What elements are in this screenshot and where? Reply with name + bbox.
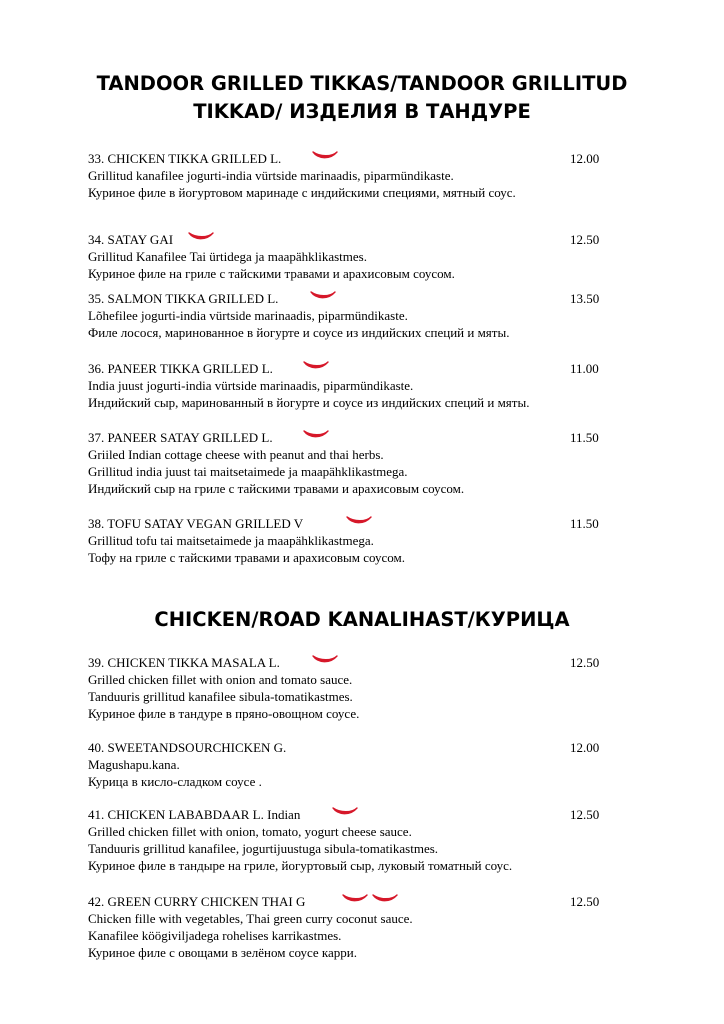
chili-pepper-icon [332,806,358,818]
menu-item-description: Chicken fille with vegetables, Thai green curry coconut sauce. [88,911,413,926]
menu-item-description: Тофу на гриле с тайскими травами и арахисовым соусом. [88,550,406,565]
chili-rating [303,360,329,377]
menu-item-description: Grilled chicken fillet with onion, tomato, yogurt cheese sauce. [88,824,412,839]
menu-item-title-line [88,429,628,446]
menu-item-description: Куриное филе в йогуртовом маринаде с индийскими специями, мятный соус. [88,185,516,200]
chili-pepper-icon [303,429,329,441]
menu-item-description: Grillitud kanafilee jogurti-india vürtside marinaadis, piparmündikaste. [88,168,454,183]
menu-item-title-line [88,231,628,248]
chili-rating [310,290,336,307]
menu-item-description: Grillitud Kanafilee Tai ürtidega ja maapähklikastmes. [88,249,367,264]
chili-rating [312,150,338,167]
menu-item-description: Tanduuris grillitud kanafilee sibula-tomatikastmes. [88,689,353,704]
menu-item-title-line [88,360,628,377]
menu-item-description: Куриное филе на гриле с тайскими травами и арахисовым соусом. [88,266,455,281]
menu-item-description: Lõhefilee jogurti-india vürtside marinaadis, piparmündikaste. [88,308,408,323]
menu-item-description: Куриное филе в тандыре на гриле, йогуртовый сыр, луковый томатный соус. [88,858,513,873]
menu-item-description: Kanafilee köögiviljadega rohelises karrikastmes. [88,928,342,943]
menu-item-description: Magushapu.kana. [88,757,180,772]
heading-line: CHICKEN/ROAD KANALIHAST/КУРИЦА [154,608,570,631]
chili-rating [332,806,358,823]
menu-item [88,150,628,201]
menu-item [88,893,628,961]
menu-item-description: Grillitud tofu tai maitsetaimede ja maapähklikastmega. [88,533,374,548]
menu-item-description: Grilled chicken fillet with onion and tomato sauce. [88,672,353,687]
menu-item-price: 12.50 [570,232,600,247]
menu-item-title: 40. SWEETANDSOURCHICKEN G. [88,740,287,755]
menu-item-title: 34. SATAY GAI [88,232,174,247]
menu-item [88,360,628,411]
menu-item-price: 12.00 [570,740,600,755]
chili-pepper-icon [346,515,372,527]
menu-item-price: 11.50 [570,516,599,531]
menu-item-description: Куриное филе в тандуре в пряно-овощном соусе. [88,706,360,721]
menu-item-description: Курица в кисло-сладком соусе . [88,774,262,789]
menu-item [88,806,628,874]
chili-rating [188,231,214,248]
menu-item [88,654,628,722]
section-heading-tandoor [0,70,724,126]
chili-rating [312,654,338,671]
chili-pepper-icon [312,150,338,162]
chili-pepper-icon [188,231,214,243]
chili-pepper-icon [312,654,338,666]
heading-line: TANDOOR GRILLED TIKKAS/TANDOOR GRILLITUD [96,72,628,95]
section-heading-chicken [0,606,724,634]
chili-pepper-icon [310,290,336,302]
menu-item [88,231,628,282]
menu-item-title-line [88,150,628,167]
menu-item-price: 12.50 [570,894,600,909]
menu-item-price: 12.50 [570,807,600,822]
menu-item-title-line [88,893,628,910]
menu-item [88,429,628,497]
menu-item-title: 42. GREEN CURRY CHICKEN THAI G [88,894,306,909]
menu-item-title-line [88,806,628,823]
menu-item-description: Индийский сыр, маринованный в йогурте и соусе из индийских специй и мяты. [88,395,530,410]
chili-rating [342,893,398,910]
menu-item-title: 36. PANEER TIKKA GRILLED L. [88,361,273,376]
chili-rating [303,429,329,446]
menu-item-title-line [88,654,628,671]
menu-item-title: 38. TOFU SATAY VEGAN GRILLED V [88,516,304,531]
menu-item-title: 35. SALMON TIKKA GRILLED L. [88,291,279,306]
menu-item-price: 13.50 [570,291,600,306]
menu-item-price: 12.50 [570,655,600,670]
menu-item-title: 33. CHICKEN TIKKA GRILLED L. [88,151,282,166]
menu-item [88,739,628,790]
menu-item-description: Куриное филе с овощами в зелёном соусе карри. [88,945,358,960]
menu-item-title-line [88,515,628,532]
menu-item-title: 41. CHICKEN LABABDAAR L. Indian [88,807,301,822]
menu-item-price: 12.00 [570,151,600,166]
menu-item-description: India juust jogurti-india vürtside marinaadis, piparmündikaste. [88,378,414,393]
chili-rating [346,515,372,532]
menu-item-title: 37. PANEER SATAY GRILLED L. [88,430,273,445]
chili-pepper-icon [342,893,368,905]
menu-item-title: 39. CHICKEN TIKKA MASALA L. [88,655,280,670]
menu-item-title-line [88,290,628,307]
heading-line: TIKKAD/ ИЗДЕЛИЯ В ТАНДУРЕ [193,100,531,123]
menu-item-title-line [88,739,628,756]
menu-item-price: 11.50 [570,430,599,445]
menu-item [88,290,628,341]
chili-pepper-icon [303,360,329,372]
menu-item-description: Tanduuris grillitud kanafilee, jogurtijuustuga sibula-tomatikastmes. [88,841,439,856]
chili-pepper-icon [372,893,398,905]
menu-item-description: Grillitud india juust tai maitsetaimede ja maapähklikastmega. [88,464,408,479]
menu-item-description: Индийский сыр на гриле с тайскими травами и арахисовым соусом. [88,481,465,496]
menu-item [88,515,628,566]
menu-item-description: Филе лосося, маринованное в йогурте и соусе из индийских специй и мяты. [88,325,510,340]
menu-item-description: Griiled Indian cottage cheese with peanut and thai herbs. [88,447,384,462]
menu-item-price: 11.00 [570,361,599,376]
